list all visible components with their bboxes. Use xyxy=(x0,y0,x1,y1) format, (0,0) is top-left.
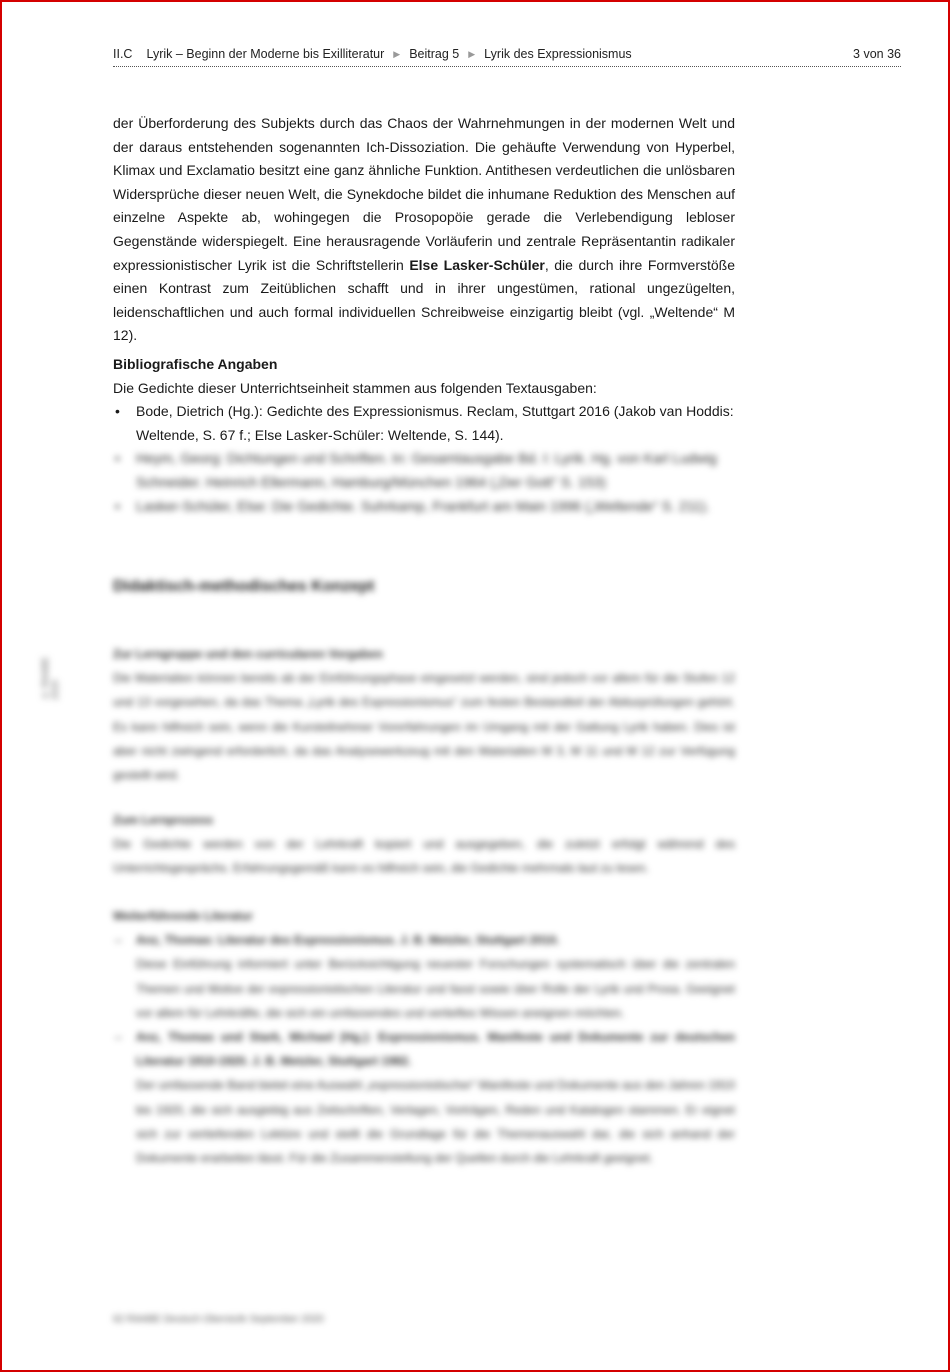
page-footer: 62 RAABE Deutsch Oberstufe September 2020 xyxy=(113,1314,324,1325)
side-copyright: © RAABE 2020 xyxy=(40,656,60,700)
body-paragraph xyxy=(113,112,735,348)
breadcrumb-arrow-icon: ▶ xyxy=(468,48,476,59)
chapter-code: II.C xyxy=(113,47,133,61)
highlighted-author-name: Else Lasker-Schüler xyxy=(409,256,545,273)
bullet-icon: • xyxy=(115,497,120,514)
breadcrumb-1: Lyrik – Beginn der Moderne bis Exilliteratur xyxy=(146,47,385,61)
bibliography-intro: Die Gedichte dieser Unterrichtseinheit stammen aus folgenden Textausgaben: xyxy=(113,379,597,396)
list-item: • Heym, Georg: Dichtungen und Schriften. In: Gesamtausgabe Bd. I: Lyrik. Hg. von Karl Ludwig Schneider. Heinrich Ellermann, Hamburg/München 1964 („Der Gott“ S. 153) xyxy=(113,447,735,494)
breadcrumb-3: Lyrik des Expressionismus xyxy=(484,47,632,61)
section-text: Die Gedichte werden von der Lehrkraft kopiert und ausgegeben, die zuletzt erfolgt während des Unterrichtsgesprächs. Erfahrungsgemäß kann es hilfreich sein, die Gedichte mehrmals laut zu lesen. xyxy=(113,837,735,876)
literature-item: – Anz, Thomas und Stark, Michael (Hg.): Expressionismus. Manifeste und Dokumente zur deutschen Literatur 1910-1920. J. B. Metzler, Stuttgart 1982. Der umfassende Band bietet eine Auswahl „expressionistischer“ Manifeste und Dokumente aus den Jahren 1910 bis 1920, die sich ausgiebig aus Zeitschriften, Verlagen, Vorträgen, Reden und Katalogen stammen. Er eignet sich zur vertiefenden Lektüre und stellt die Grundlage für die Themenauswahl dar, die sich anhand der Dokumente erarbeiten lässt. Für die Zusammenstellung der Quellen durch die Lehrkraft geeignet. xyxy=(113,1025,735,1170)
section-lernprozess xyxy=(113,808,735,881)
bibliography-section xyxy=(113,353,735,518)
bullet-icon: • xyxy=(115,450,120,467)
bullet-icon: – xyxy=(115,1030,122,1045)
section-lerngruppe xyxy=(113,642,735,787)
bullet-icon: • xyxy=(115,403,120,420)
header-divider xyxy=(113,66,901,67)
bibliography-heading: Bibliografische Angaben xyxy=(113,356,278,372)
literature-item: – Anz, Thomas: Literatur des Expressionismus. J. B. Metzler, Stuttgart 2010. Diese Einführung informiert unter Berücksichtigung neuester Forschungen systematisch über die zentralen Themen und Motive der expressionistischen Literatur und fasst sowie über Rolle der Lyrik und Prosa. Geeignet vor allem für Lehrkräfte, die sich ein umfassendes und vertieftes Wissen aneignen möchten. xyxy=(113,928,735,1025)
bibliography-list xyxy=(113,400,735,518)
running-header xyxy=(113,44,901,64)
page-number: 3 von 36 xyxy=(853,47,901,61)
section-literatur xyxy=(113,904,735,1170)
section-text: Die Materialien können bereits ab der Einführungsphase eingesetzt werden, sind jedoch vor allem für die Stufen 12 und 13 vorgesehen, da das Thema „Lyrik des Expressionismus“ zum festen Bestandteil der Abiturprüfungen gehört. Es kann hilfreich sein, wenn die Kursteilnehmer Vorerfahrungen im Umgang mit der Gattung Lyrik haben. Dies ist aber nicht zwingend erforderlich, da das Analysewerkzeug mit den Materialien M 3, M 11 und M 12 zur Verfügung gestellt wird. xyxy=(113,671,735,783)
breadcrumb-arrow-icon: ▶ xyxy=(393,48,401,59)
section-heading: Zur Lerngruppe und den curricularen Vorgaben xyxy=(113,647,383,661)
section-heading: Weiterführende Literatur xyxy=(113,909,253,923)
body-text-part-2: , die durch ihre Formverstöße einen Kontrast zum Zeitüblichen schafft und in ihrer ungestümen, rational ungezügelten, leidenschaftlichen und auch formal individuellen Schreibweise einzigartig bleibt (vgl. „Weltende“ M 12). xyxy=(113,256,735,344)
concept-title: Didaktisch-methodisches Konzept xyxy=(113,578,375,595)
breadcrumb-2: Beitrag 5 xyxy=(409,47,460,61)
body-text-part-1: der Überforderung des Subjekts durch das Chaos der Wahrnehmungen in der modernen Welt und der daraus entstehenden sogenannten Ich-Dissoziation. Die gehäufte Verwendung von Hyperbel, Klimax und Exclamatio besitzt eine ganz ähnliche Funktion. Antithesen verdeutlichen die unlösbaren Widersprüche dieser neuen Welt, die Synekdoche bildet die inhumane Reduktion des Menschen auf einzelne Aspekte ab, wohingegen die Prosopopöie gerade die Verlebendigung lebloser Gegenstände widerspiegelt. Eine herausragende Vorläuferin und zentrale Repräsentantin radikaler expressionistischer Lyrik ist die Schriftstellerin xyxy=(113,115,735,273)
section-heading: Zum Lernprozess xyxy=(113,813,214,827)
list-item: • Bode, Dietrich (Hg.): Gedichte des Expressionismus. Reclam, Stuttgart 2016 (Jakob van Hoddis: Weltende, S. 67 f.; Else Lasker-Schüler: Weltende, S. 144). xyxy=(113,400,735,447)
bullet-icon: – xyxy=(115,933,122,948)
list-item: • Lasker-Schüler, Else: Die Gedichte. Suhrkamp, Frankfurt am Main 1996 („Weltende“ S. 211). xyxy=(113,495,735,519)
